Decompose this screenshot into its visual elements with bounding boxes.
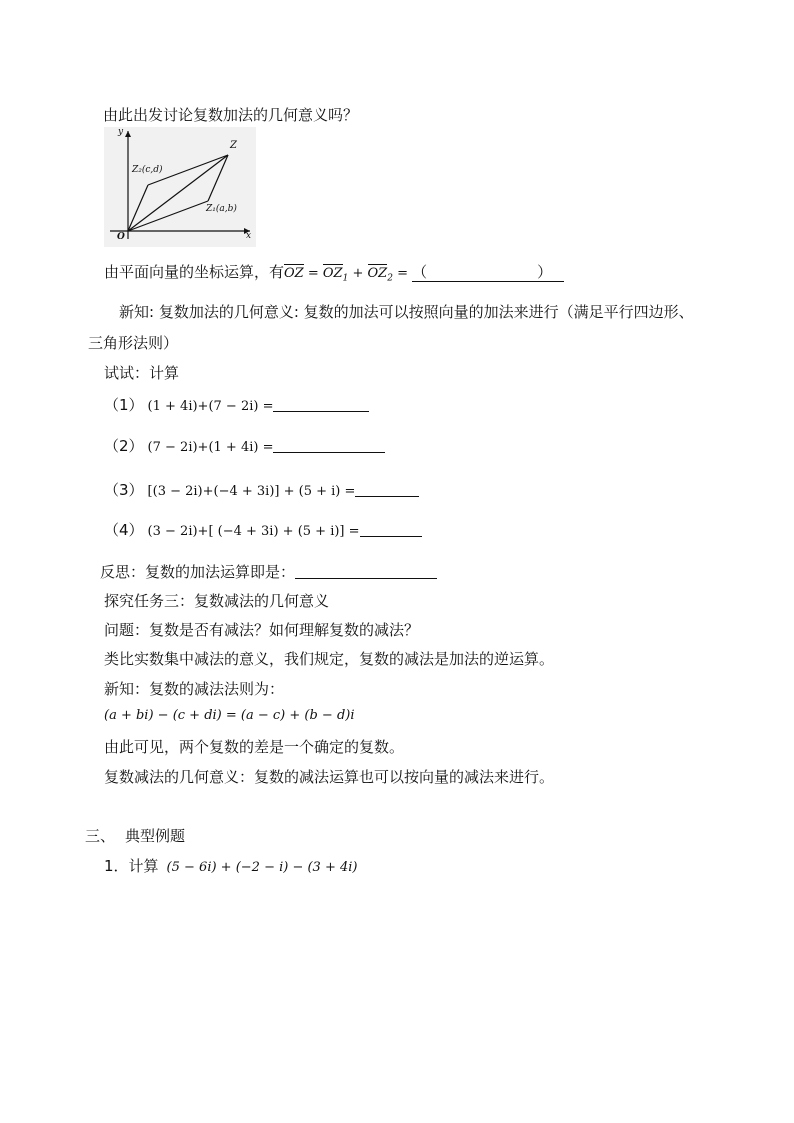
geometry-question: 由此出发讨论复数加法的几何意义吗？ bbox=[103, 106, 359, 124]
analogy-text: 类比实数集中减法的意义，我们规定，复数的减法是加法的逆运算。 bbox=[104, 650, 555, 668]
figure-x-label: x bbox=[246, 231, 252, 241]
figure-z2-label: Z₂(c,d) bbox=[132, 165, 163, 175]
vector-oz1-subscript: 1 bbox=[342, 273, 349, 284]
example-1-expression: (5 − 6i) + (−2 − i) − (3 + 4i) bbox=[166, 860, 358, 875]
exercise-3 bbox=[104, 480, 419, 502]
section3-heading bbox=[85, 826, 185, 846]
figure-o-label: O bbox=[117, 232, 125, 242]
new-knowledge-addition-line2: 三角形法则） bbox=[88, 334, 179, 352]
exercise-3-expression: [(3 − 2i)+(−4 + 3i)] + (5 + i) = bbox=[147, 484, 356, 499]
subtraction-question: 问题：复数是否有减法？如何理解复数的减法？ bbox=[104, 621, 420, 639]
exercise-2-answer-blank[interactable] bbox=[273, 438, 385, 453]
exercise-2-number: （2） bbox=[104, 437, 144, 455]
exercise-1-expression: (1 + 4i)+(7 − 2i) = bbox=[147, 399, 274, 414]
vector-oz2: OZ bbox=[368, 264, 388, 284]
new-knowledge-addition-line1: 新知: 复数加法的几何意义: 复数的加法可以按照向量的加法来进行（满足平行四边形、 bbox=[119, 303, 694, 321]
vector-coordinate-line bbox=[104, 262, 564, 289]
vector-oz: OZ bbox=[284, 264, 304, 284]
conclusion-text: 由此可见，两个复数的差是一个确定的复数。 bbox=[104, 738, 405, 756]
figure-z-label: Z bbox=[230, 140, 237, 151]
task3-title: 探究任务三：复数减法的几何意义 bbox=[104, 592, 330, 610]
example-1 bbox=[104, 856, 357, 878]
vector-line-prefix: 由平面向量的坐标运算，有 bbox=[104, 263, 285, 281]
exercise-3-number: （3） bbox=[104, 481, 144, 499]
exercise-2 bbox=[104, 436, 385, 458]
vector-oz1: OZ bbox=[323, 264, 343, 284]
exercise-4-number: （4） bbox=[104, 521, 144, 539]
paren-open: （ bbox=[412, 263, 428, 281]
exercise-1-number: （1） bbox=[104, 396, 144, 414]
equals-sign: = bbox=[303, 266, 323, 281]
subtraction-geometry-text: 复数减法的几何意义：复数的减法运算也可以按向量的减法来进行。 bbox=[104, 768, 555, 786]
try-title: 试试：计算 bbox=[104, 364, 180, 382]
exercise-4 bbox=[104, 520, 422, 542]
exercise-1-answer-blank[interactable] bbox=[273, 397, 369, 412]
vector-oz2-subscript: 2 bbox=[387, 273, 393, 284]
vector-answer-blank[interactable] bbox=[412, 263, 564, 282]
exercise-4-answer-blank[interactable] bbox=[360, 522, 422, 537]
plus-sign: + bbox=[348, 266, 368, 281]
exercise-3-answer-blank[interactable] bbox=[355, 482, 419, 497]
reflection-text: 反思：复数的加法运算即是： bbox=[100, 563, 296, 581]
reflection-answer-blank[interactable] bbox=[295, 564, 437, 579]
paren-close: ） bbox=[537, 263, 553, 281]
subtraction-rule-title: 新知：复数的减法法则为： bbox=[104, 680, 285, 698]
section3-heading-number: 三、 bbox=[85, 827, 116, 845]
figure-y-label: y bbox=[118, 127, 124, 137]
subtraction-formula: (a + bi) − (c + di) = (a − c) + (b − d)i bbox=[104, 708, 355, 723]
example-1-number: 1．计算 bbox=[104, 857, 159, 875]
exercise-2-expression: (7 − 2i)+(1 + 4i) = bbox=[147, 440, 274, 455]
parallelogram-figure bbox=[104, 127, 256, 247]
reflection-line bbox=[100, 562, 437, 582]
equals-sign-2: = bbox=[392, 266, 413, 281]
exercise-1 bbox=[104, 395, 369, 417]
figure-z1-label: Z₁(a,b) bbox=[206, 204, 237, 214]
exercise-4-expression: (3 − 2i)+[ (−4 + 3i) + (5 + i)] = bbox=[147, 524, 360, 539]
section3-heading-title: 典型例题 bbox=[125, 827, 186, 845]
